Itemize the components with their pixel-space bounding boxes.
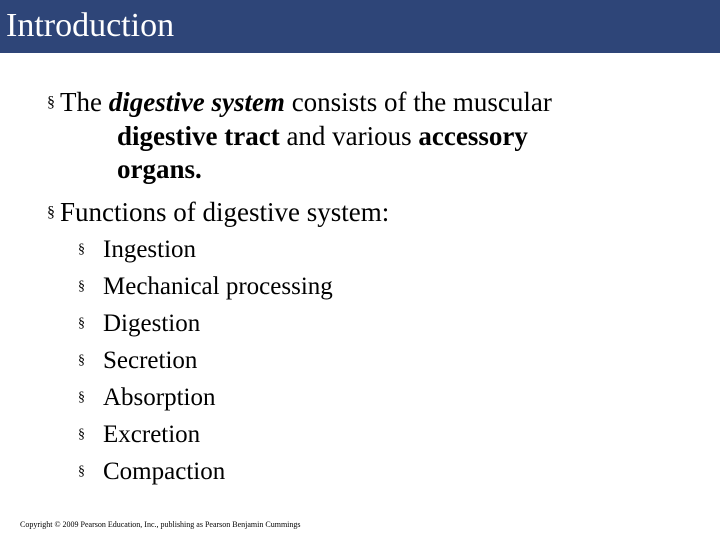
- list-item: [78, 305, 333, 342]
- bullet1-line2-mid: and various: [279, 121, 419, 151]
- bullet1-line2: [117, 118, 528, 154]
- list-item: [78, 268, 333, 305]
- list-item: [78, 379, 333, 416]
- function-digestion: Digestion: [103, 310, 201, 337]
- list-item: [78, 342, 333, 379]
- list-item: [78, 453, 333, 490]
- sub-bullet-marker: §: [78, 316, 85, 331]
- bullet1-digestive-tract: digestive tract: [117, 121, 280, 151]
- function-absorption: Absorption: [103, 384, 216, 411]
- bullet2-text: Functions of digestive system:: [60, 197, 390, 227]
- bullet-digestive-system: [47, 84, 552, 121]
- function-secretion: Secretion: [103, 347, 198, 374]
- sub-bullet-marker: §: [78, 390, 85, 405]
- bullet1-accessory: accessory: [418, 121, 528, 151]
- function-excretion: Excretion: [103, 421, 201, 448]
- slide-title: Introduction: [6, 7, 175, 44]
- sub-bullet-marker: §: [78, 242, 85, 257]
- list-item: [78, 231, 333, 268]
- sub-bullet-marker: §: [78, 464, 85, 479]
- bullet-marker: §: [47, 204, 55, 221]
- sub-bullet-marker: §: [78, 427, 85, 442]
- title-bar: [0, 0, 720, 53]
- bullet1-mid: consists of the muscular: [284, 87, 552, 117]
- bullet1-pre: The: [60, 87, 109, 117]
- bullet-marker: §: [47, 94, 55, 111]
- sub-bullet-marker: §: [78, 279, 85, 294]
- bullet1-line3: [117, 151, 202, 187]
- functions-list: [78, 231, 333, 490]
- function-mechanical-processing: Mechanical processing: [103, 273, 333, 300]
- bullet-functions: [47, 194, 389, 231]
- copyright-footer: Copyright © 2009 Pearson Education, Inc., publishing as Pearson Benjamin Cummings: [20, 520, 301, 529]
- list-item: [78, 416, 333, 453]
- sub-bullet-marker: §: [78, 353, 85, 368]
- function-ingestion: Ingestion: [103, 236, 197, 263]
- bullet1-organs: organs.: [117, 154, 202, 184]
- bullet1-term: digestive system: [108, 87, 285, 117]
- function-compaction: Compaction: [103, 458, 226, 485]
